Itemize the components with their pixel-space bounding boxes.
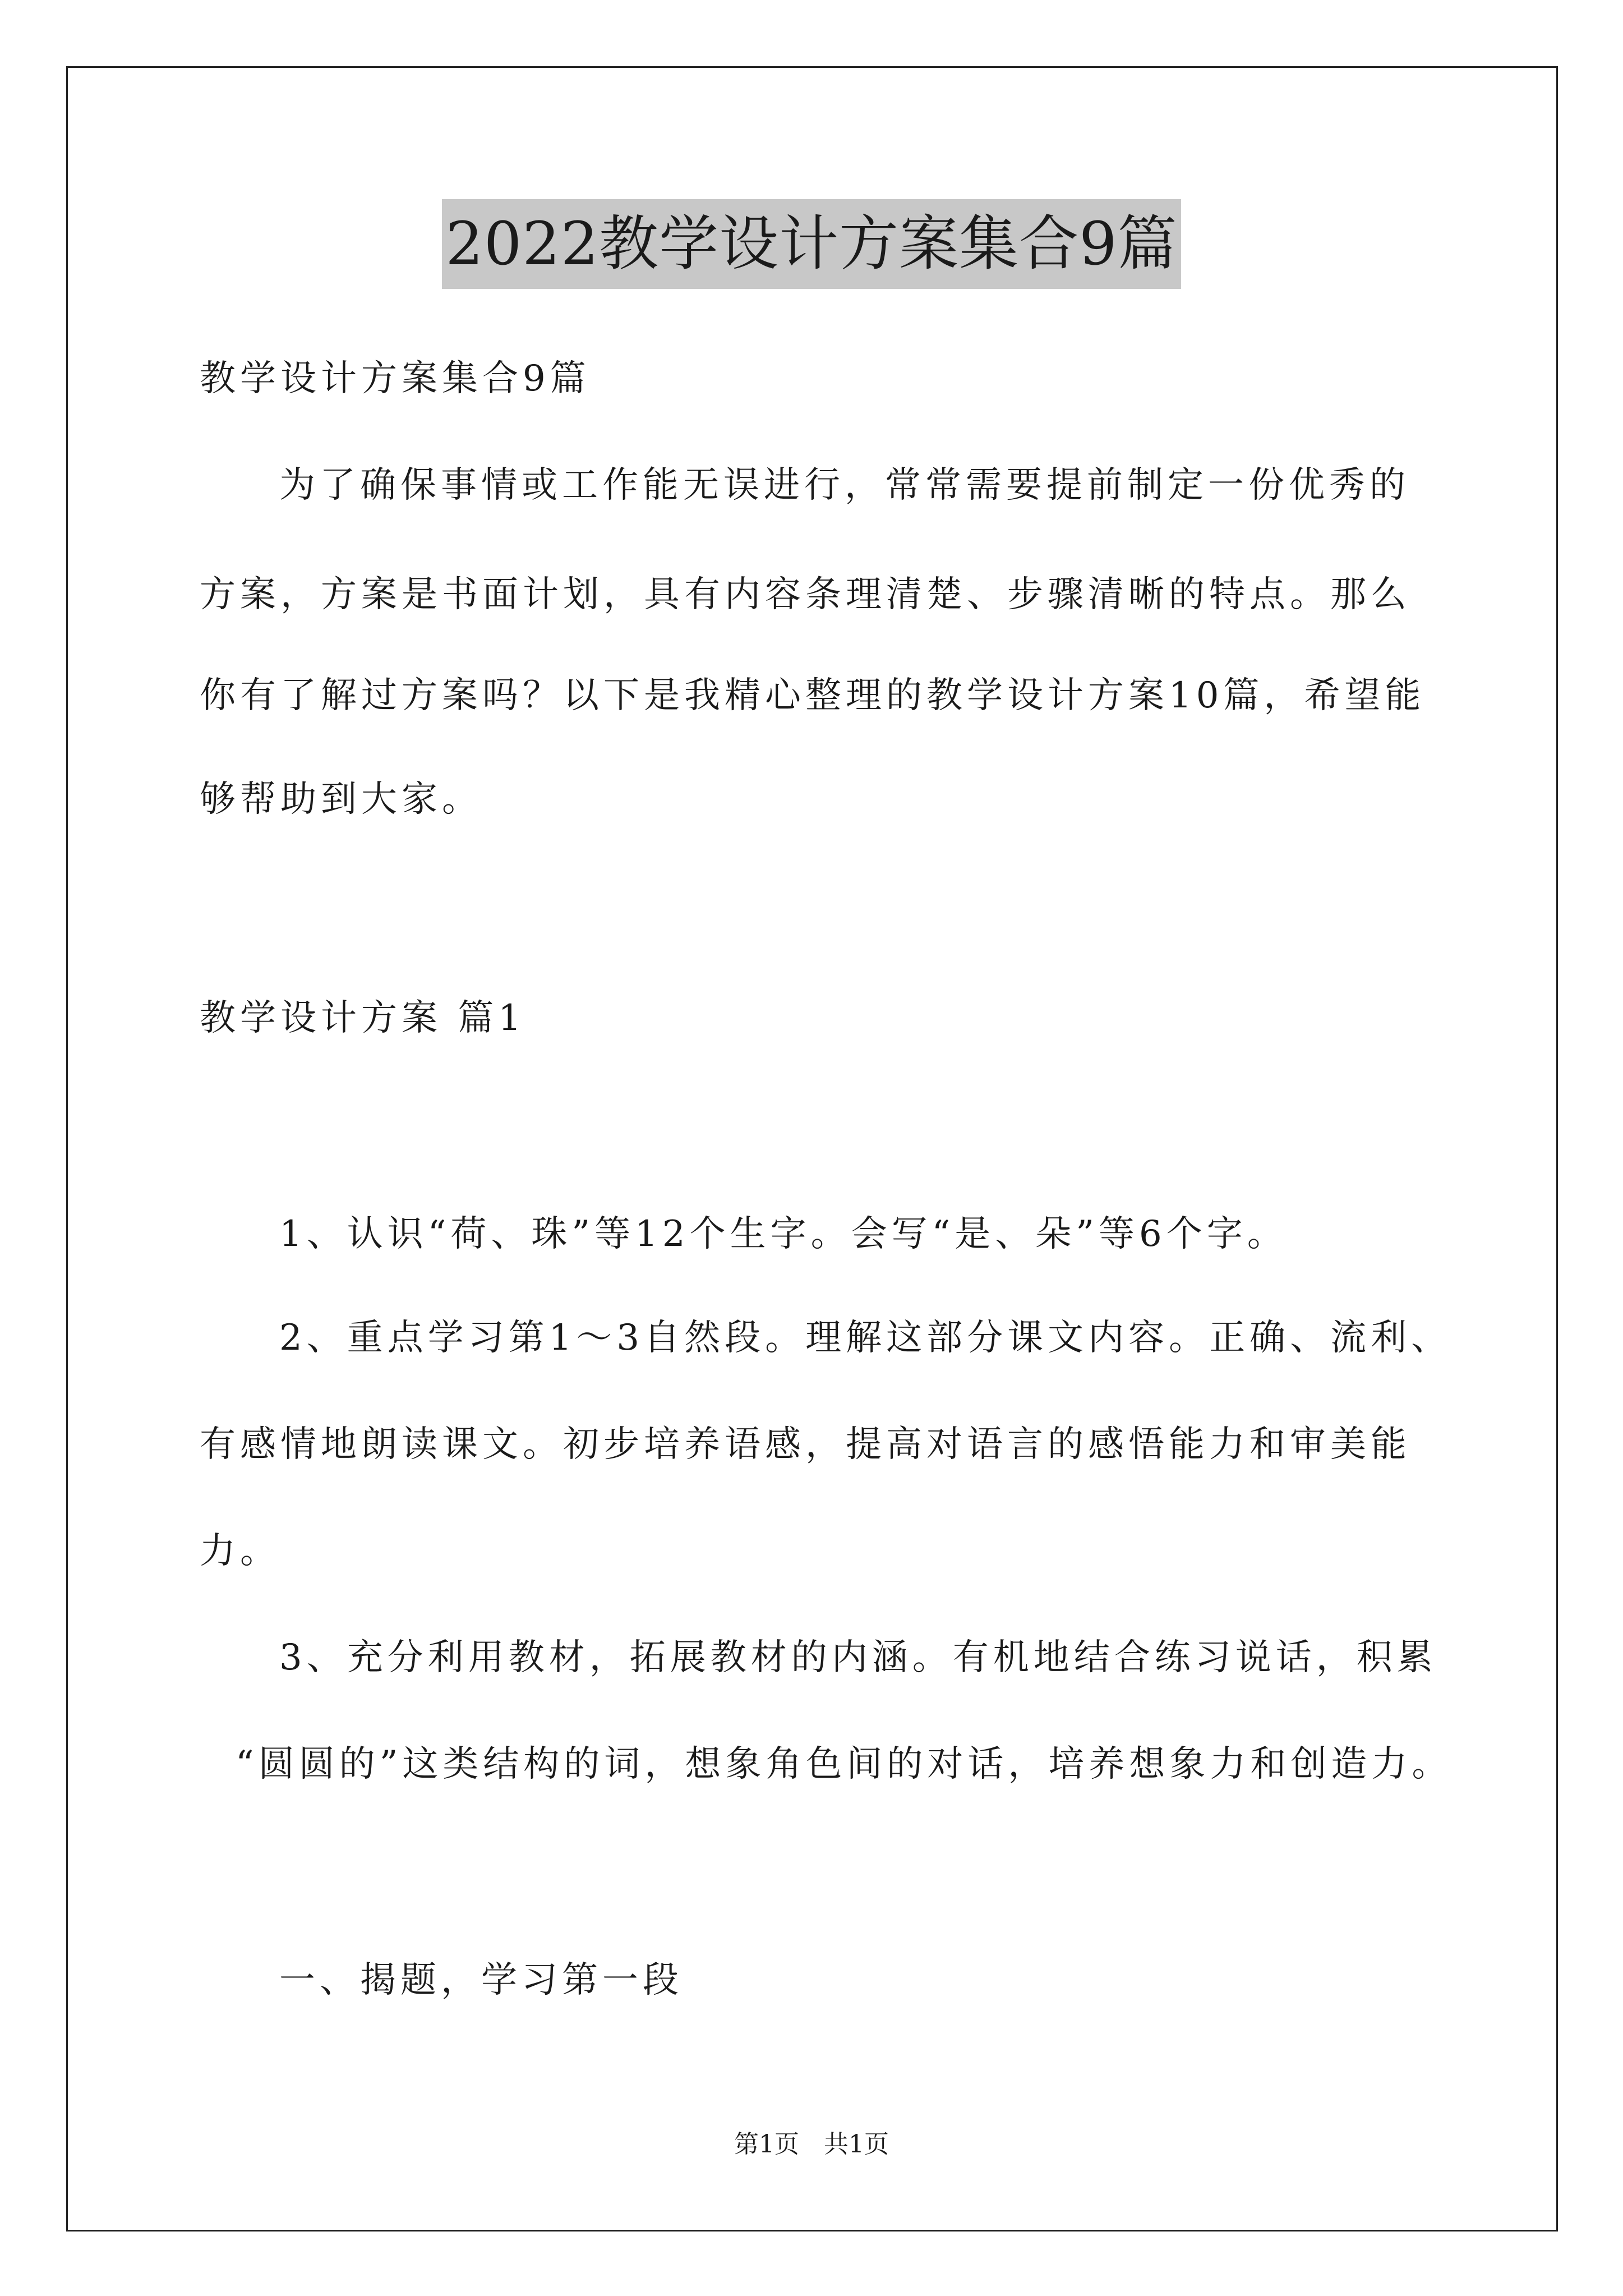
page-footer: 第1页 共1页 [734,2130,889,2159]
document-subtitle: 教学设计方案集合9篇 [200,358,591,399]
intro-line-3: 你有了解过方案吗？以下是我精心整理的教学设计方案10篇，希望能 [200,675,1426,716]
objective-line-4: 力。 [200,1530,280,1572]
step-heading: 一、揭题，学习第一段 [279,1959,683,2001]
intro-line-1: 为了确保事情或工作能无误进行，常常需要提前制定一份优秀的 [279,464,1410,506]
objective-line-3: 有感情地朗读课文。初步培养语感，提高对语言的感悟能力和审美能 [200,1424,1411,1465]
objective-line-2: 2、重点学习第1～3自然段。理解这部分课文内容。正确、流利、 [279,1317,1452,1359]
objective-line-1: 1、认识“荷、珠”等12个生字。会写“是、朵”等6个字。 [279,1213,1288,1255]
title-container [0,199,1623,289]
intro-line-2: 方案，方案是书面计划，具有内容条理清楚、步骤清晰的特点。那么 [200,574,1411,615]
objective-line-6: “圆圆的”这类结构的词，想象角色间的对话，培养想象力和创造力。 [236,1743,1453,1785]
intro-line-4: 够帮助到大家。 [200,779,482,820]
section-heading: 教学设计方案 篇1 [200,997,526,1039]
objective-line-5: 3、充分利用教材，拓展教材的内涵。有机地结合练习说话，积累 [279,1637,1437,1678]
document-title: 2022教学设计方案集合9篇 [442,199,1181,289]
